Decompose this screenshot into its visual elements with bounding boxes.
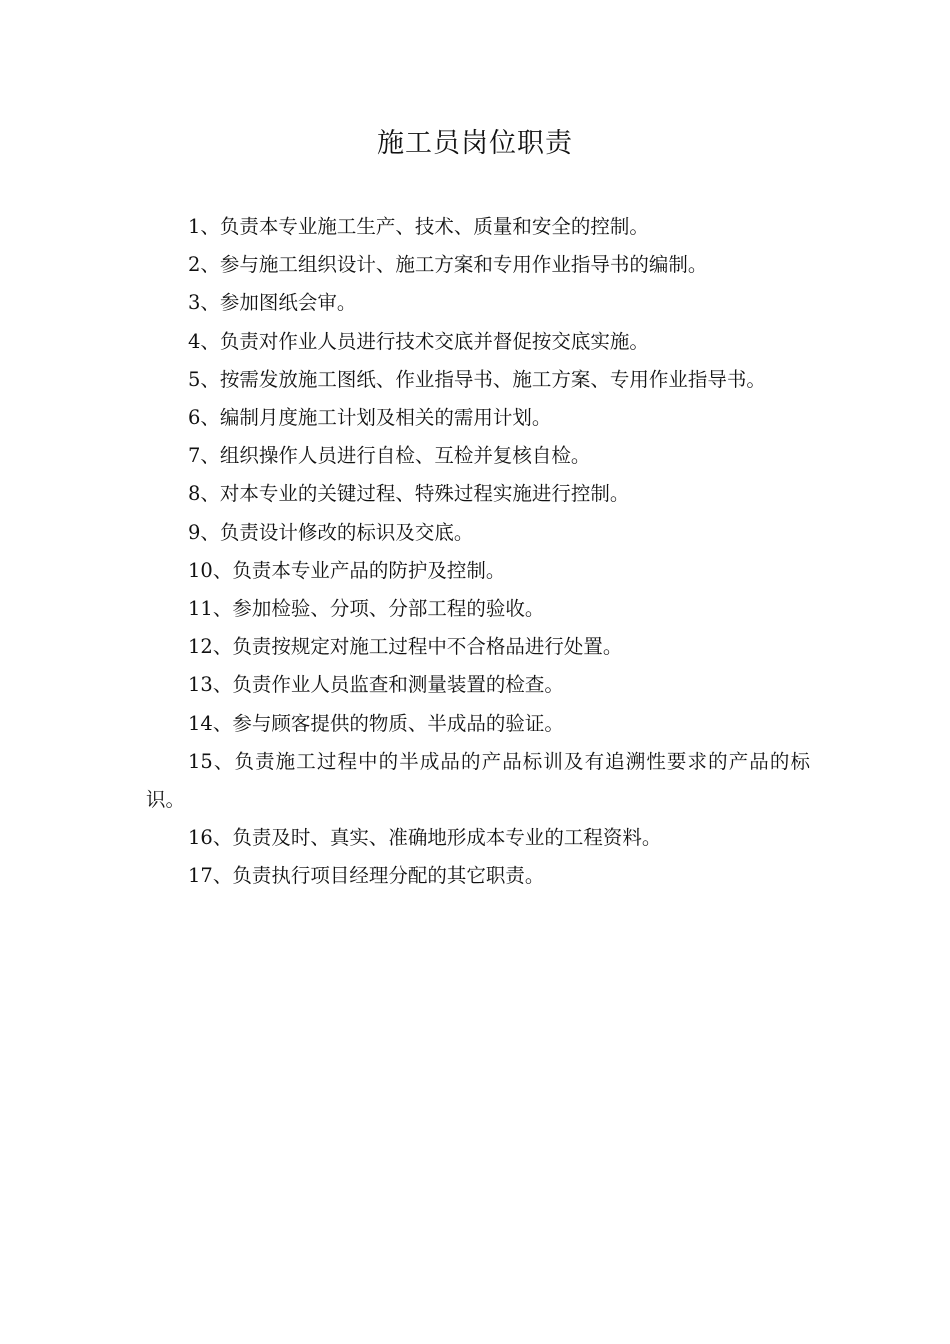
duty-item-4: 4、负责对作业人员进行技术交底并督促按交底实施。 xyxy=(188,329,649,353)
duty-list xyxy=(146,208,810,896)
duty-item-13: 13、负责作业人员监查和测量装置的检查。 xyxy=(188,673,564,697)
duty-item-17: 17、负责执行项目经理分配的其它职责。 xyxy=(188,864,545,888)
duty-item-2: 2、参与施工组织设计、施工方案和专用作业指导书的编制。 xyxy=(188,253,708,277)
duty-item-12: 12、负责按规定对施工过程中不合格品进行处置。 xyxy=(188,635,623,659)
duty-item-3: 3、参加图纸会审。 xyxy=(188,291,357,315)
duty-item-9: 9、负责设计修改的标识及交底。 xyxy=(188,520,474,544)
duty-item-6: 6、编制月度施工计划及相关的需用计划。 xyxy=(188,406,552,430)
document-title: 施工员岗位职责 xyxy=(377,128,573,159)
duty-item-15: 15、负责施工过程中的半成品的产品标训及有追溯性要求的产品的标识。 xyxy=(146,749,810,812)
duty-item-11: 11、参加检验、分项、分部工程的验收。 xyxy=(188,597,545,621)
duty-item-7: 7、组织操作人员进行自检、互检并复核自检。 xyxy=(188,444,591,468)
duty-item-1: 1、负责本专业施工生产、技术、质量和安全的控制。 xyxy=(188,215,649,238)
duty-item-8: 8、对本专业的关键过程、特殊过程实施进行控制。 xyxy=(188,482,630,506)
duty-item-5: 5、按需发放施工图纸、作业指导书、施工方案、专用作业指导书。 xyxy=(188,367,766,391)
duty-item-16: 16、负责及时、真实、准确地形成本专业的工程资料。 xyxy=(188,826,662,850)
duty-item-14: 14、参与顾客提供的物质、半成品的验证。 xyxy=(188,711,564,735)
duty-item-10: 10、负责本专业产品的防护及控制。 xyxy=(188,558,506,582)
